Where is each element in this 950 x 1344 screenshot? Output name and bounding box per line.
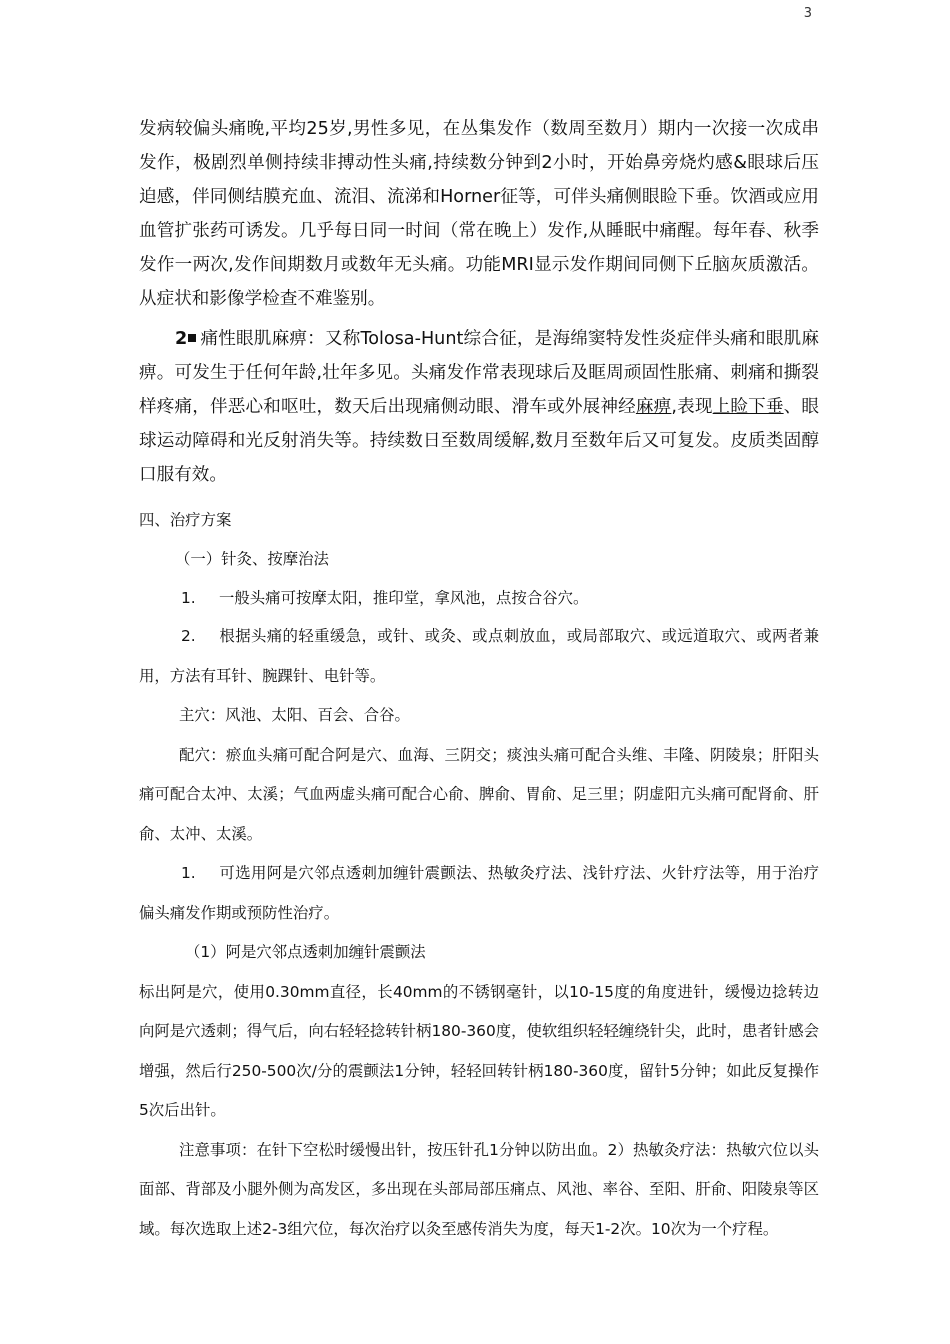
paragraph-cluster-headache: 发病较偏头痛晚,平均25岁,男性多见，在丛集发作（数周至数月）期内一次接一次成串发作，极剧烈单侧持续非搏动性头痛,持续数分钟到2小时，开始鼻旁烧灼感&眼球后压迫感，伴同侧结膜充血、流泪、流涕和Horner征等，可伴头痛侧眼睑下垂。饮酒或应用血管扩张药可诱发。几乎每日同一时间（常在晚上）发作,从睡眠中痛醒。每年春、秋季发作一两次,发作间期数月或数年无头痛。功能MRI显示发作期间同侧下丘脑灰质激活。从症状和影像学检查不难鉴别。 [139, 119, 819, 309]
text-segment: ,表现 [671, 397, 713, 417]
subsection-heading: （一）针灸、按摩治法 [175, 550, 329, 568]
document-body [139, 112, 819, 1249]
text-segment: 痛性眼肌麻痹：又称Tolosa-Hunt综合征，是海绵窦特发性炎症伴头痛和眼肌麻痹。可发生于任何年龄,壮年多见。头痛发作常表现球后及眶周顽固性胀痛、刺痛和撕裂样疼痛，伴恶心和呕吐，数天后出现痛侧动眼、滑车或外展神经 [139, 329, 819, 417]
method-description: 标出阿是穴，使用0.30mm直径，长40mm的不锈钢毫针，以10-15度的角度进针，缓慢边捻转边向阿是穴透刺；得气后，向右轻轻捻转针柄180-360度，使软组织轻轻缠绕针尖，此时，患者针感会增强，然后行250-500次/分的震颤法1分钟，轻轻回转针柄180-360度，留针5分钟；如此反复操作5次后出针。 [139, 982, 819, 1119]
list-item-text: 一般头痛可按摩太阳，推印堂，拿风池，点按合谷穴。 [219, 589, 589, 607]
paragraph-tolosa-hunt [139, 322, 819, 492]
underlined-text: 麻痹 [635, 397, 672, 417]
list-item [139, 617, 819, 696]
list-number: 1. [181, 864, 196, 882]
list-item-text: 可选用阿是穴邻点透刺加缠针震颤法、热敏灸疗法、浅针疗法、火针疗法等，用于治疗偏头痛发作期或预防性治疗。 [139, 864, 819, 922]
underlined-text: 上睑下垂 [712, 397, 784, 417]
list-number: 1. [181, 589, 196, 607]
list-number: 2. [181, 627, 196, 645]
list-number: 2 [175, 329, 188, 349]
list-item-text: 根据头痛的轻重缓急，或针、或灸、或点刺放血，或局部取穴、或远道取穴、或两者兼用，方法有耳针、腕踝针、电针等。 [139, 627, 819, 685]
section-heading: 四、治疗方案 [139, 511, 232, 529]
notes-paragraph: 注意事项：在针下空松时缓慢出针，按压针孔1分钟以防出血。2）热敏灸疗法：热敏穴位以头面部、背部及小腿外侧为高发区，多出现在头部局部压痛点、风池、率谷、至阳、肝俞、阳陵泉等区域。每次选取上述2-3组穴位，每次治疗以灸至感传消失为度，每天1-2次。10次为一个疗程。 [139, 1140, 819, 1238]
list-item [139, 588, 819, 609]
auxiliary-acupoints: 配穴：瘀血头痛可配合阿是穴、血海、三阴交；痰浊头痛可配合头维、丰隆、阴陵泉；肝阳头痛可配合太冲、太溪；气血两虚头痛可配合心俞、脾俞、胃俞、足三里；阴虚阳亢头痛可配肾俞、肝俞、太冲、太溪。 [139, 745, 819, 843]
bullet-square-icon [188, 334, 196, 342]
page-number: 3 [803, 6, 812, 21]
text-segment: 、眼球运动障碍和光反射消失等。持续数日至数周缓解,数月至数年后又可复发。皮质类固醇口服有效。 [139, 397, 819, 485]
method-title: （1）阿是穴邻点透刺加缠针震颤法 [185, 943, 426, 961]
list-item [139, 854, 819, 933]
main-acupoints: 主穴：风池、太阳、百会、合谷。 [179, 706, 410, 724]
